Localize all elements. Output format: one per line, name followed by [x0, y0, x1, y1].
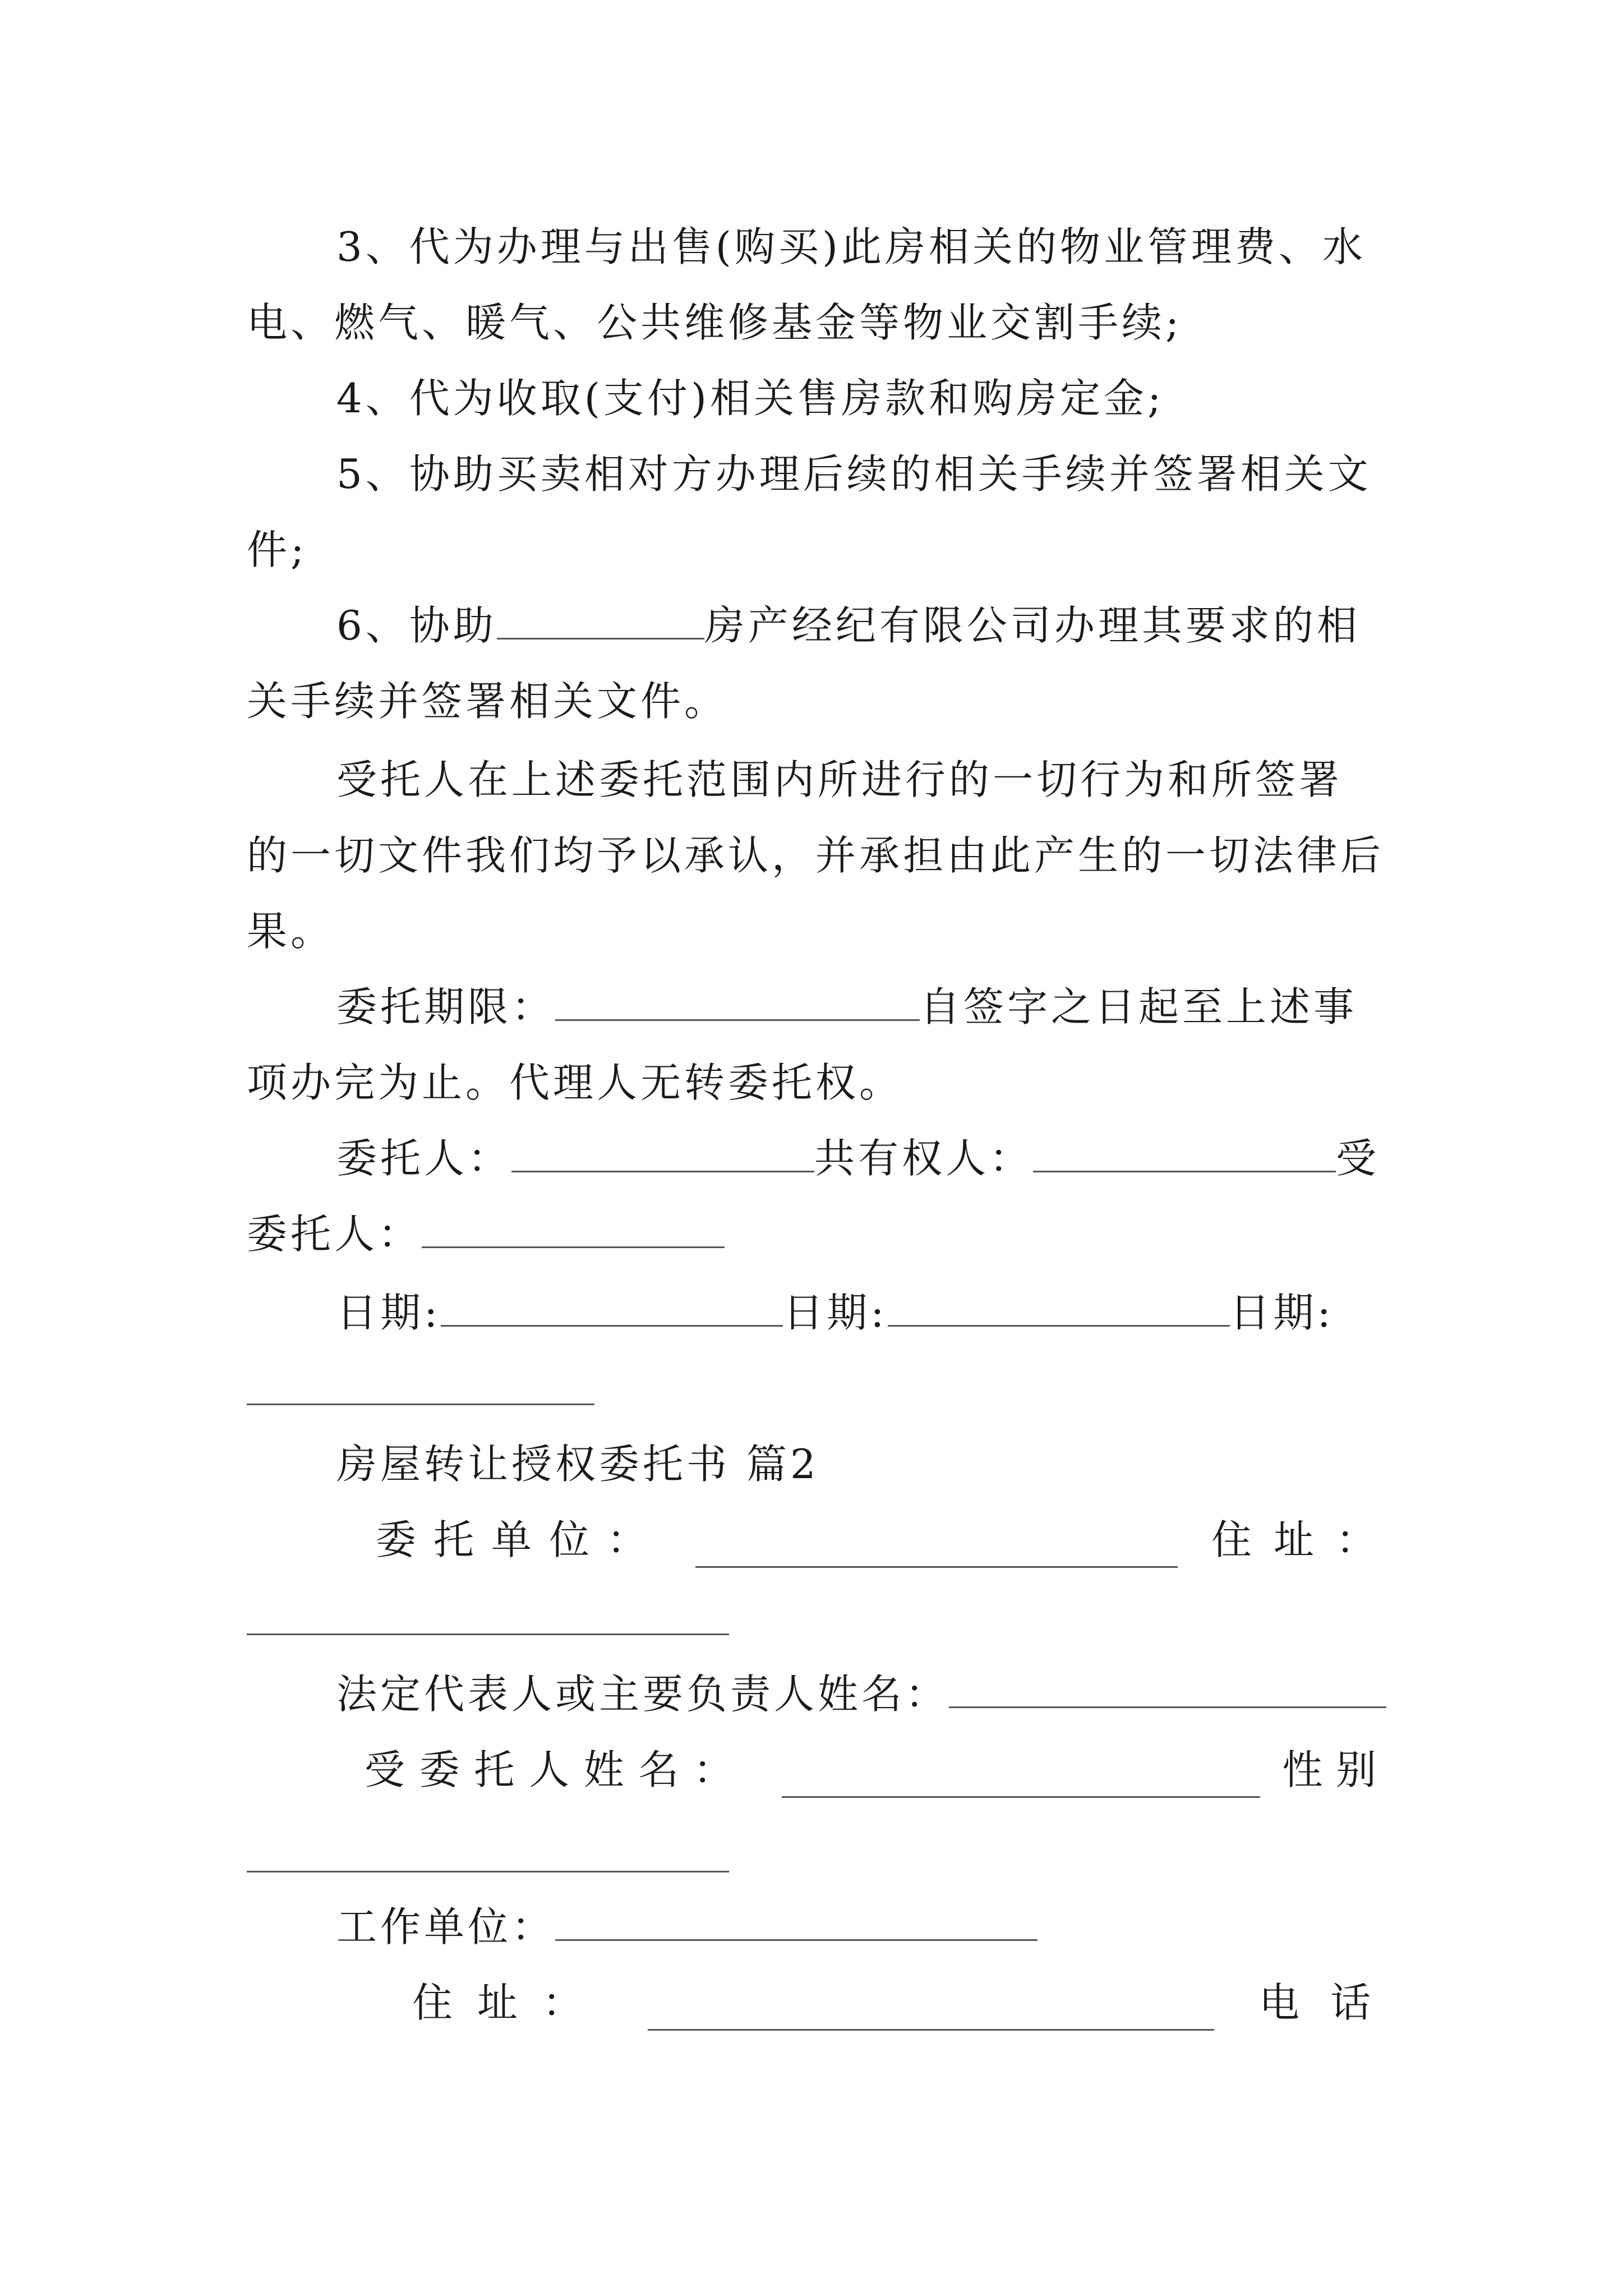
term-line1: 委托期限： 自签字之日起至上述事 [336, 983, 1358, 1030]
signatories-line1: 委托人： 共有权人： 受 [336, 1135, 1380, 1182]
trustee-blank[interactable] [422, 1211, 725, 1248]
address-blank[interactable] [247, 1634, 729, 1635]
legal-rep-blank[interactable] [949, 1671, 1386, 1708]
unit-label: 委 托 单 位 ： [376, 1516, 651, 1563]
section2-title: 房屋转让授权委托书 篇2 [336, 1441, 819, 1488]
address-label: 住 址 ： [1211, 1516, 1380, 1563]
date-blank-1[interactable] [441, 1289, 783, 1327]
item4: 4、代为收取(支付)相关售房款和购房定金; [336, 375, 1165, 422]
address2-label: 住 址 ： [412, 1979, 586, 2026]
term-blank[interactable] [555, 983, 920, 1021]
unit-address-line [376, 1512, 1380, 1568]
address-phone-line [412, 1975, 1380, 2031]
work-unit-line: 工作单位： [336, 1899, 1380, 1955]
trustee-name-blank[interactable] [782, 1760, 1260, 1798]
date-blank-3[interactable] [247, 1404, 594, 1405]
item6-line2: 关手续并签署相关文件。 [247, 678, 728, 725]
item3-line1: 3、代为办理与出售(购买)此房相关的物业管理费、水 [336, 223, 1366, 270]
gender-blank[interactable] [247, 1871, 729, 1872]
accept-line3: 果。 [247, 908, 335, 955]
accept-line1: 受托人在上述委托范围内所进行的一切行为和所签署 [336, 756, 1343, 803]
date-blank-2[interactable] [888, 1289, 1230, 1327]
accept-line2: 的一切文件我们均予以承认，并承担由此产生的一切法律后 [247, 832, 1385, 879]
item5-line2: 件; [247, 526, 308, 573]
dates-line: 日期: 日期: 日期: [336, 1289, 1334, 1336]
item6-line1: 6、协助 房产经纪有限公司办理其要求的相 [336, 602, 1361, 649]
company-blank[interactable] [497, 602, 704, 639]
legal-rep-line: 法定代表人或主要负责人姓名： [336, 1666, 1380, 1722]
trustee-name-label: 受 委 托 人 姓 名 ： [365, 1746, 737, 1793]
trustee-name-line [365, 1742, 1380, 1798]
item5-line1: 5、协助买卖相对方办理后续的相关手续并签署相关文 [336, 450, 1372, 498]
unit-blank[interactable] [695, 1530, 1178, 1568]
term-line2: 项办完为止。代理人无转委托权。 [247, 1059, 903, 1106]
item3-line2: 电、燃气、暖气、公共维修基金等物业交割手续; [247, 299, 1183, 346]
signatories-line2: 委托人： [247, 1206, 1380, 1262]
principal-blank[interactable] [511, 1135, 814, 1172]
work-unit-blank[interactable] [555, 1903, 1038, 1941]
gender-label: 性 别 [1282, 1746, 1380, 1793]
coowner-blank[interactable] [1033, 1135, 1336, 1172]
address2-blank[interactable] [648, 1993, 1214, 2031]
phone-label: 电 话 [1259, 1979, 1374, 2026]
